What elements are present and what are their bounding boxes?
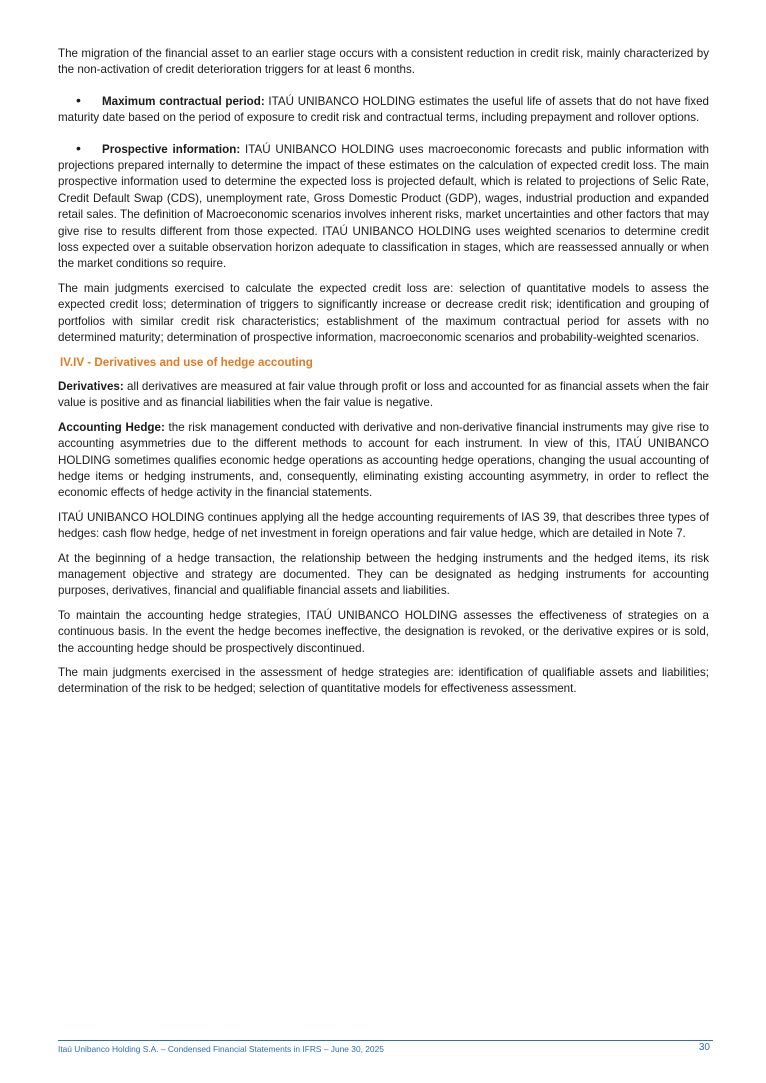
footer-divider	[58, 1040, 713, 1041]
page-number: 30	[698, 1042, 710, 1053]
bullet-icon: •	[76, 139, 81, 156]
accounting-hedge-text: the risk management conducted with derivative and non-derivative financial instruments may give rise to accounting asymmetries due to the different methods to account for each instrument. In view of this, ITAÚ UNIBANCO HOLDING sometimes qualifies economic hedge operations as accounting hedge operations, changing the usual accounting of hedge items or hedging instruments, and, consequently, eliminating existing accounting asymmetry, in order to reflect the economic effects of hedge activity in the financial statements.	[58, 420, 709, 500]
document-body	[58, 46, 709, 706]
paragraph-main-judgments-hedge: The main judgments exercised in the assessment of hedge strategies are: identification of qualifiable assets and liabilities; determination of the risk to be hedged; selection of quantitative models for effectiveness assessment.	[58, 666, 709, 696]
section-heading: IV.IV - Derivatives and use of hedge accouting	[60, 355, 313, 369]
bullet-maximum-contractual-period	[58, 93, 709, 127]
paragraph-maintain: To maintain the accounting hedge strategies, ITAÚ UNIBANCO HOLDING assesses the effectiveness of strategies on a continuous basis. In the event the hedge becomes ineffective, the designation is revoked, or the derivative expires or is sold, the accounting hedge should be prospectively discontinued.	[58, 608, 709, 655]
bullet-prospective-information	[58, 141, 709, 273]
paragraph-derivatives	[58, 379, 709, 412]
footer-text: Itaú Unibanco Holding S.A. – Condensed Financial Statements in IFRS – June 30, 2025	[58, 1044, 384, 1054]
paragraph-beginning: At the beginning of a hedge transaction, the relationship between the hedging instruments and the hedged items, its risk management objective and strategy are documented. They can be designated as hedging instruments for accounting purposes, derivatives, financial and qualifiable financial assets and liabilities.	[58, 551, 709, 598]
prospective-label: Prospective information:	[102, 142, 241, 156]
derivatives-label: Derivatives:	[58, 379, 124, 393]
max-period-label: Maximum contractual period:	[102, 94, 265, 108]
paragraph-main-judgments-ecl: The main judgments exercised to calculate the expected credit loss are: selection of quantitative models to assess the expected credit loss; determination of triggers to significantly increase or decrease credit risk; identification and grouping of portfolios with similar credit risk characteristics; establishment of the maximum contractual period for assets with no determined maturity; determination of prospective information, macroeconomic scenarios and probability-weighted scenarios.	[58, 281, 709, 345]
derivatives-text: all derivatives are measured at fair value through profit or loss and accounted for as financial assets when the fair value is positive and as financial liabilities when the fair value is negative.	[58, 379, 709, 410]
paragraph-migration: The migration of the financial asset to an earlier stage occurs with a consistent reduction in credit risk, mainly characterized by the non-activation of credit deterioration triggers for at least 6 months.	[58, 47, 709, 77]
prospective-text: ITAÚ UNIBANCO HOLDING uses macroeconomic forecasts and public information with projections prepared internally to determine the impact of these estimates on the calculation of expected credit loss. The main prospective information used to determine the expected loss is projected default, which is related to projections of Selic Rate, Credit Default Swap (CDS), unemployment rate, Gross Domestic Product (GDP), wages, industrial production and expanded retail sales. The definition of Macroeconomic scenarios involves inherent risks, market uncertainties and other factors that may give rise to results different from those expected. ITAÚ UNIBANCO HOLDING uses weighted scenarios to determine credit loss expected over a suitable observation horizon adequate to classification in stages, which are reassessed annually or when the market conditions so require.	[58, 142, 709, 271]
accounting-hedge-label: Accounting Hedge:	[58, 420, 165, 434]
paragraph-accounting-hedge	[58, 420, 709, 502]
max-period-text: ITAÚ UNIBANCO HOLDING estimates the useful life of assets that do not have fixed maturity date based on the period of exposure to credit risk and contractual terms, including prepayment and rollover options.	[58, 94, 709, 125]
paragraph-ias39: ITAÚ UNIBANCO HOLDING continues applying all the hedge accounting requirements of IAS 39, that describes three types of hedges: cash flow hedge, hedge of net investment in foreign operations and fair value hedge, which are detailed in Note 7.	[58, 510, 709, 541]
bullet-icon: •	[76, 91, 81, 108]
